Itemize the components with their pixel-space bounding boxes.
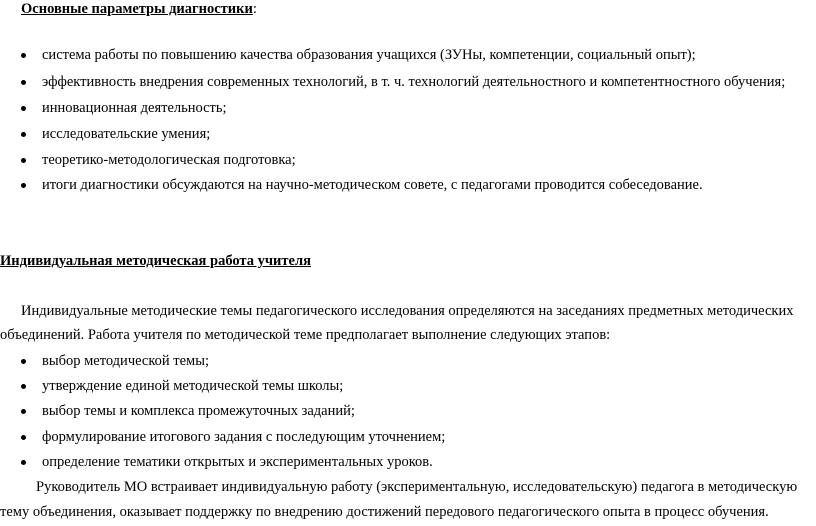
list-item-text: определение тематики открытых и экспериментальных уроков. xyxy=(42,454,433,470)
list-item-text: формулирование итогового задания с последующим уточнением; xyxy=(42,429,446,445)
bullet-icon xyxy=(21,158,26,163)
section1-heading-suffix: : xyxy=(252,1,257,17)
list-item-text: исследовательские умения; xyxy=(42,126,211,142)
list-item-text: эффективность внедрения современных технологий, в т. ч. технологий деятельностного и компетентностного обучения; xyxy=(42,74,786,90)
section1-heading xyxy=(21,0,257,18)
bullet-icon xyxy=(21,359,26,364)
bullet-icon xyxy=(21,106,26,111)
intro-line-2: объединений. Работа учителя по методической теме предполагает выполнение следующих этапов: xyxy=(0,327,611,343)
list-item-text: выбор методической темы; xyxy=(42,353,210,369)
bullet-icon xyxy=(21,132,26,137)
list-item-text: итоги диагностики обсуждаются на научно-методическом совете, с педагогами проводится собеседование. xyxy=(42,177,703,193)
bullet-icon xyxy=(21,460,26,465)
intro-line-1: Индивидуальные методические темы педагогического исследования определяются на заседаниях предметных методических xyxy=(21,303,794,319)
list-item-text: система работы по повышению качества образования учащихся (ЗУНы, компетенции, социальный опыт); xyxy=(42,47,696,63)
list-item-text: утверждение единой методической темы школы; xyxy=(42,378,344,394)
bullet-icon xyxy=(21,435,26,440)
list-item-text: теоретико-методологическая подготовка; xyxy=(42,152,296,168)
bullet-icon xyxy=(21,53,26,58)
bullet-icon xyxy=(21,384,26,389)
list-item-text: инновационная деятельность; xyxy=(42,100,227,116)
list-item-text: выбор темы и комплекса промежуточных заданий; xyxy=(42,403,355,419)
bullet-icon xyxy=(21,409,26,414)
closing-line-1: Руководитель МО встраивает индивидуальную работу (экспериментальную, исследовательскую) педагога в методическую xyxy=(36,479,798,495)
bullet-icon xyxy=(21,183,26,188)
section1-heading-text: Основные параметры диагностики xyxy=(21,1,253,17)
section2-heading: Индивидуальная методическая работа учителя xyxy=(0,253,311,269)
bullet-icon xyxy=(21,80,26,85)
closing-line-2: тему объединения, оказывает поддержку по внедрению достижений передового педагогического опыта в процесс обучения. xyxy=(0,504,769,520)
